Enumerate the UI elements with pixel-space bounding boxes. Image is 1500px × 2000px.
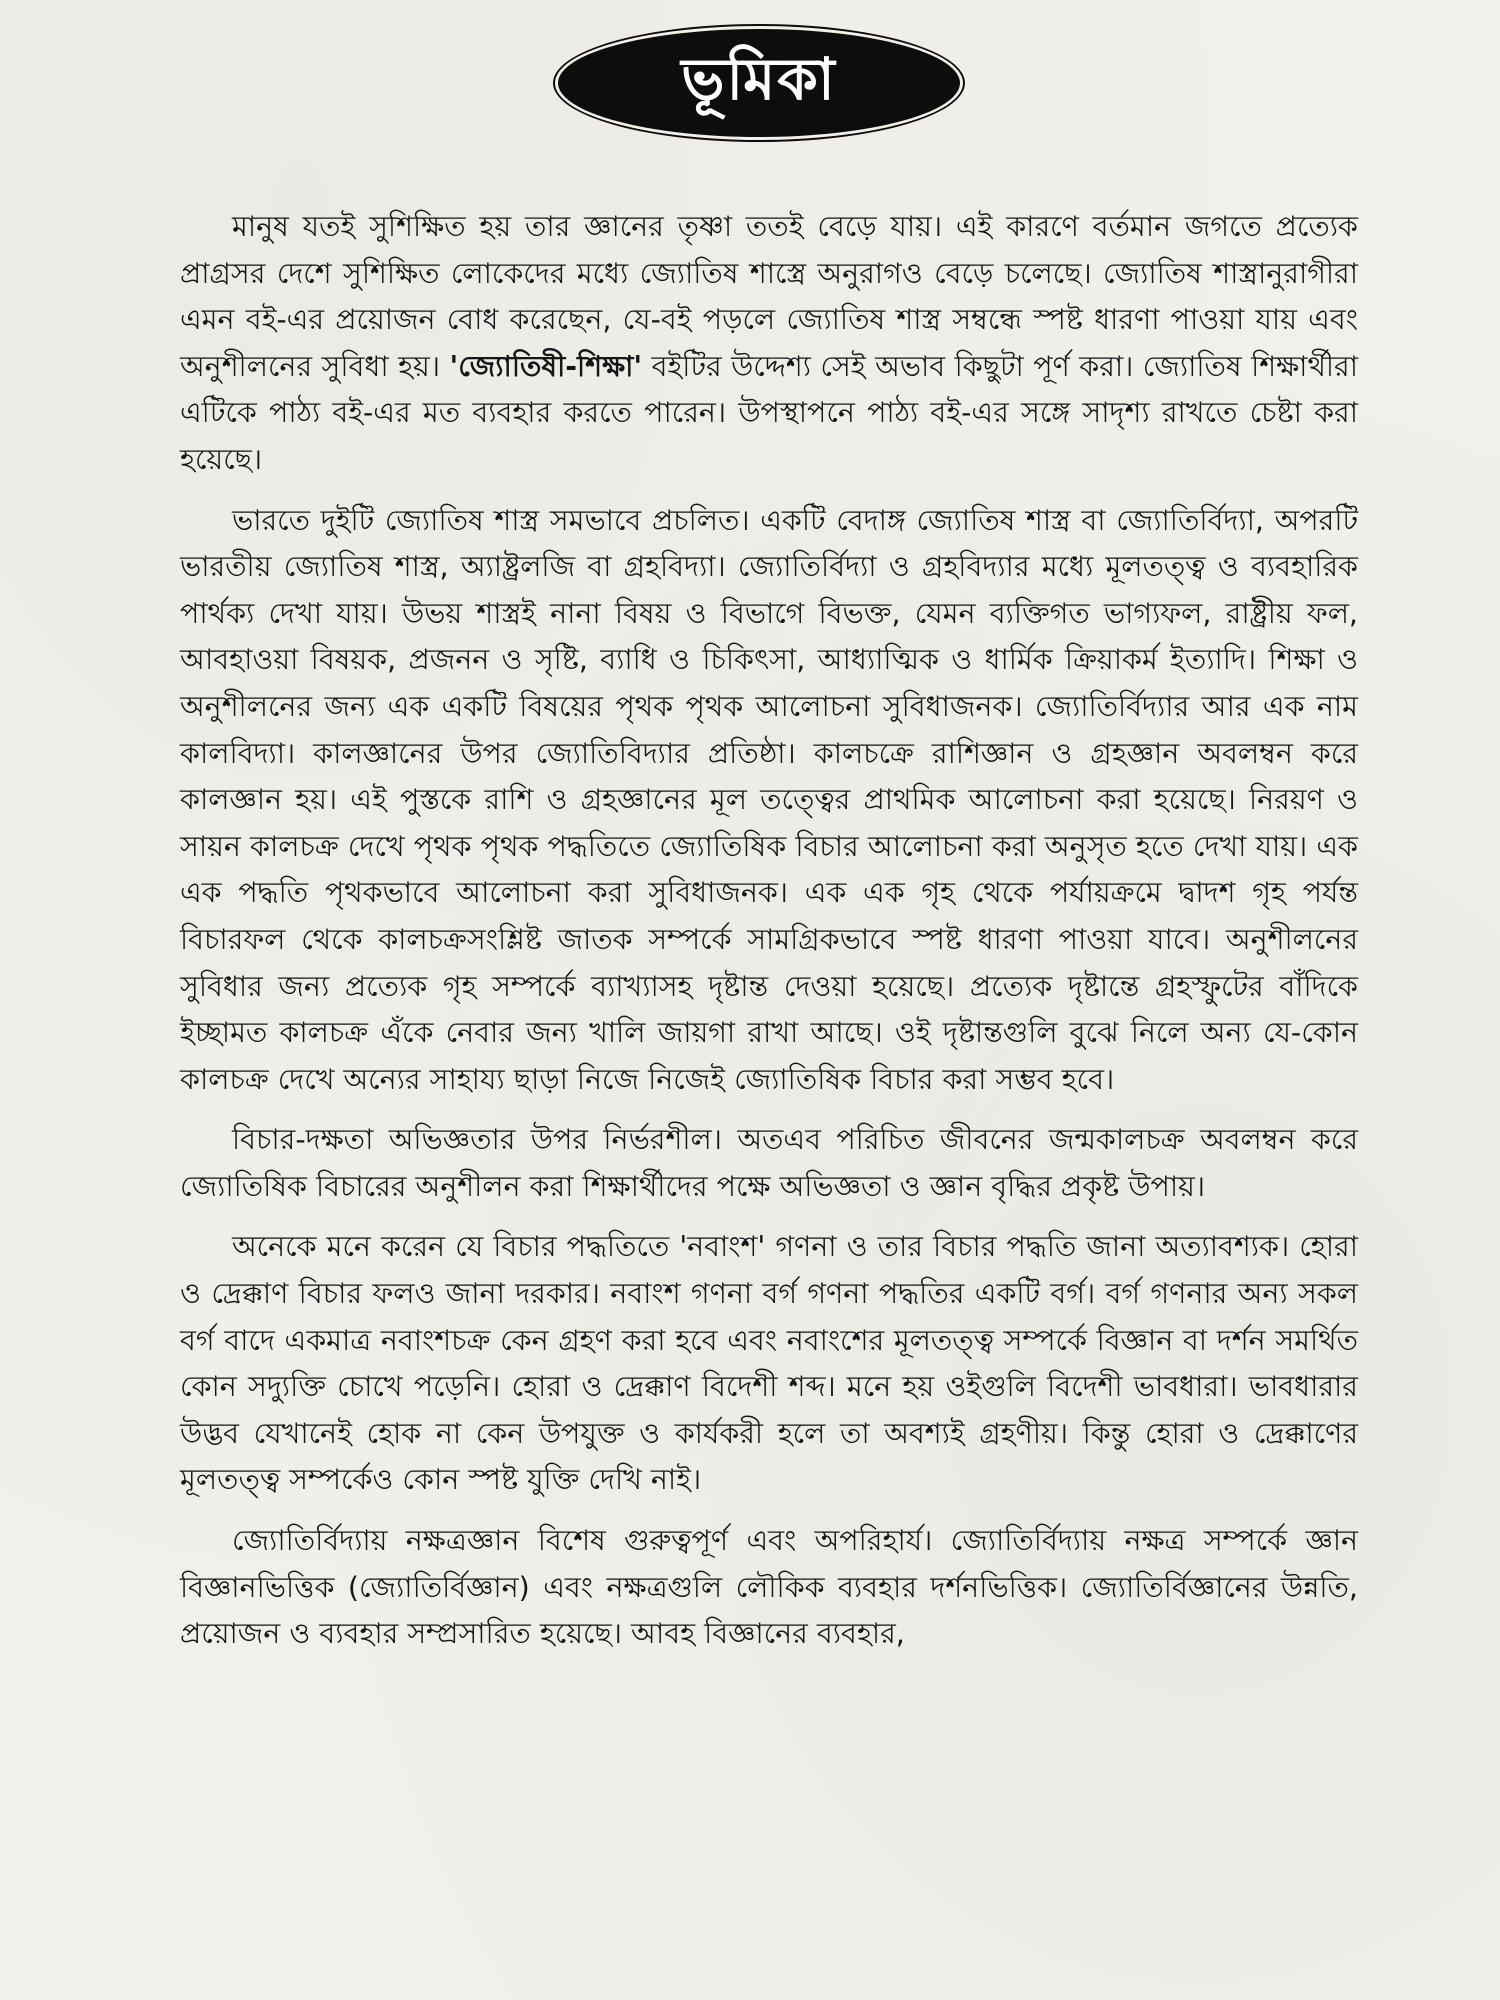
- book-title-emphasis: 'জ্যোতিষী-শিক্ষা': [449, 349, 643, 383]
- paragraph-1: [180, 204, 1358, 484]
- paragraph-1-text-b: বইটির উদ্দেশ্য সেই অভাব কিছুটা পূর্ণ করা। জ্যোতিষ শিক্ষার্থীরা এটিকে পাঠ্য বই-এর মত ব্যবহার করতে পারেন। উপস্থাপনে পাঠ্য বই-এর সঙ্গে সাদৃশ্য রাখতে চেষ্টা করা হয়েছে।: [180, 349, 1358, 476]
- body-text: [180, 204, 1358, 1672]
- paragraph-1-text-a: মানুষ যতই সুশিক্ষিত হয় তার জ্ঞানের তৃষ্ণা ততই বেড়ে যায়। এই কারণে বর্তমান জগতে প্রত্যেক প্রাগ্রসর দেশে সুশিক্ষিত লোকেদের মধ্যে জ্যোতিষ শাস্ত্রে অনুরাগও বেড়ে চলেছে। জ্যোতিষ শাস্ত্রানুরাগীরা এমন বই-এর প্রয়োজন বোধ করেছেন, যে-বই পড়লে জ্যোতিষ শাস্ত্র সম্বন্ধে স্পষ্ট ধারণা পাওয়া যায় এবং অনুশীলনের সুবিধা হয়।: [180, 210, 1358, 383]
- page-title: ভূমিকা: [681, 44, 837, 113]
- paragraph-5: জ্যোতির্বিদ্যায় নক্ষত্রজ্ঞান বিশেষ গুরুত্বপূর্ণ এবং অপরিহার্য। জ্যোতির্বিদ্যায় নক্ষত্র সম্পর্কে জ্ঞান বিজ্ঞানভিত্তিক (জ্যোতির্বিজ্ঞান) এবং নক্ষত্রগুলি লৌকিক ব্যবহার দর্শনভিত্তিক। জ্যোতির্বিজ্ঞানের উন্নতি, প্রয়োজন ও ব্যবহার সম্প্রসারিত হয়েছে। আবহ বিজ্ঞানের ব্যবহার,: [180, 1524, 1358, 1651]
- paragraph-2: ভারতে দুইটি জ্যোতিষ শাস্ত্র সমভাবে প্রচলিত। একটি বেদাঙ্গ জ্যোতিষ শাস্ত্র বা জ্যোতির্বিদ্যা, অপরটি ভারতীয় জ্যোতিষ শাস্ত্র, অ্যাষ্ট্রলজি বা গ্রহবিদ্যা। জ্যোতির্বিদ্যা ও গ্রহবিদ্যার মধ্যে মূলতত্ত্ব ও ব্যবহারিক পার্থক্য দেখা যায়। উভয় শাস্ত্রই নানা বিষয় ও বিভাগে বিভক্ত, যেমন ব্যক্তিগত ভাগ্যফল, রাষ্ট্রীয় ফল, আবহাওয়া বিষয়ক, প্রজনন ও সৃষ্টি, ব্যাধি ও চিকিৎসা, আধ্যাত্মিক ও ধার্মিক ক্রিয়াকর্ম ইত্যাদি। শিক্ষা ও অনুশীলনের জন্য এক একটি বিষয়ের পৃথক পৃথক আলোচনা সুবিধাজনক। জ্যোতির্বিদ্যার আর এক নাম কালবিদ্যা। কালজ্ঞানের উপর জ্যোতিবিদ্যার প্রতিষ্ঠা। কালচক্রে রাশিজ্ঞান ও গ্রহজ্ঞান অবলম্বন করে কালজ্ঞান হয়। এই পুস্তকে রাশি ও গ্রহজ্ঞানের মূল তত্ত্বের প্রাথমিক আলোচনা করা হয়েছে। নিরয়ণ ও সায়ন কালচক্র দেখে পৃথক পৃথক পদ্ধতিতে জ্যোতিষিক বিচার আলোচনা করা অনুসৃত হতে দেখা যায়। এক এক পদ্ধতি পৃথকভাবে আলোচনা করা সুবিধাজনক। এক এক গৃহ থেকে পর্যায়ক্রমে দ্বাদশ গৃহ পর্যন্ত বিচারফল থেকে কালচক্রসংশ্লিষ্ট জাতক সম্পর্কে সামগ্রিকভাবে স্পষ্ট ধারণা পাওয়া যাবে। অনুশীলনের সুবিধার জন্য প্রত্যেক গৃহ সম্পর্কে ব্যাখ্যাসহ দৃষ্টান্ত দেওয়া হয়েছে। প্রত্যেক দৃষ্টান্তে গ্রহস্ফুটের বাঁদিকে ইচ্ছামত কালচক্র এঁকে নেবার জন্য খালি জায়গা রাখা আছে। ওই দৃষ্টান্তগুলি বুঝে নিলে অন্য যে-কোন কালচক্র দেখে অন্যের সাহায্য ছাড়া নিজে নিজেই জ্যোতিষিক বিচার করা সম্ভব হবে।: [180, 503, 1358, 1096]
- paragraph-4: অনেকে মনে করেন যে বিচার পদ্ধতিতে 'নবাংশ' গণনা ও তার বিচার পদ্ধতি জানা অত্যাবশ্যক। হোরা ও দ্রেক্কাণ বিচার ফলও জানা দরকার। নবাংশ গণনা বর্গ গণনা পদ্ধতির একটি বর্গ। বর্গ গণনার অন্য সকল বর্গ বাদে একমাত্র নবাংশচক্র কেন গ্রহণ করা হবে এবং নবাংশের মূলতত্ত্ব সম্পর্কে বিজ্ঞান বা দর্শন সমর্থিত কোন সদ্যুক্তি চোখে পড়েনি। হোরা ও দ্রেক্কাণ বিদেশী শব্দ। মনে হয় ওইগুলি বিদেশী ভাবধারা। ভাবধারার উদ্ভব যেখানেই হোক না কেন উপযুক্ত ও কার্যকরী হলে তা অবশ্যই গ্রহণীয়। কিন্তু হোরা ও দ্রেক্কাণের মূলতত্ত্ব সম্পর্কেও কোন স্পষ্ট যুক্তি দেখি নাই।: [180, 1230, 1358, 1497]
- title-banner: [558, 28, 960, 138]
- title-oval: [558, 29, 960, 137]
- paragraph-3: বিচার-দক্ষতা অভিজ্ঞতার উপর নির্ভরশীল। অতএব পরিচিত জীবনের জন্মকালচক্র অবলম্বন করে জ্যোতিষিক বিচারের অনুশীলন করা শিক্ষার্থীদের পক্ষে অভিজ্ঞতা ও জ্ঞান বৃদ্ধির প্রকৃষ্ট উপায়।: [180, 1123, 1358, 1203]
